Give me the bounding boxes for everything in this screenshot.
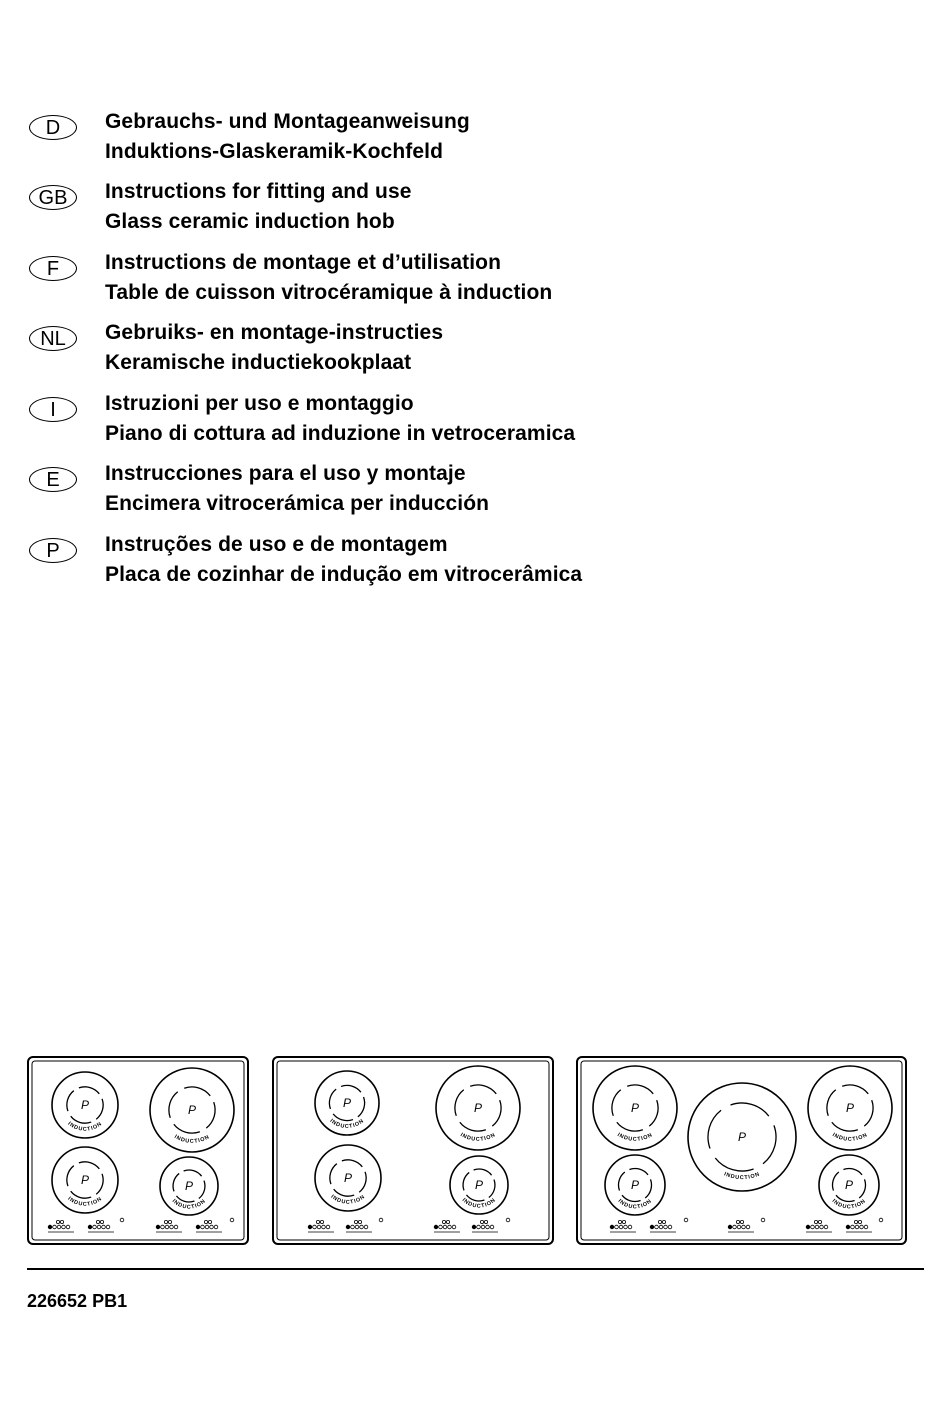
control-dot (214, 1225, 218, 1229)
control-dot (102, 1225, 106, 1229)
control-dot (106, 1225, 110, 1229)
control-dot (62, 1225, 66, 1229)
control-dot (351, 1225, 355, 1229)
control-strip (472, 1220, 498, 1232)
induction-label (617, 1198, 654, 1210)
control-dot (57, 1225, 61, 1229)
control-dot (320, 1220, 323, 1223)
control-strip (650, 1220, 676, 1232)
control-strip (728, 1220, 754, 1232)
induction-label-text: INDUCTION (328, 1118, 366, 1130)
control-dot (93, 1225, 97, 1229)
control-dot (824, 1225, 828, 1229)
control-dot (486, 1225, 490, 1229)
hob-inner-frame (32, 1061, 244, 1240)
control-strip (434, 1220, 460, 1232)
induction-label (328, 1118, 365, 1130)
pilot-light (879, 1218, 883, 1222)
hob-outer-frame (28, 1057, 248, 1244)
lang-subtitle-e: Encimera vitrocerámica per inducción (105, 492, 490, 515)
cooking-zone (52, 1147, 118, 1213)
induction-label-text: INDUCTION (460, 1197, 498, 1210)
control-dot (322, 1225, 326, 1229)
zone-power-mark: P (184, 1179, 194, 1193)
control-strip (156, 1220, 182, 1232)
control-dot (161, 1225, 165, 1229)
control-dot (56, 1220, 59, 1223)
control-strip (48, 1220, 74, 1232)
control-strip (196, 1220, 222, 1232)
lang-badge-e: E (29, 467, 77, 492)
control-dot (860, 1225, 864, 1229)
lang-subtitle-f: Table de cuisson vitrocéramique à induction (105, 281, 553, 304)
lang-subtitle-p: Placa de cozinhar de indução em vitrocerâmica (105, 563, 583, 586)
control-dot (668, 1225, 672, 1229)
control-dot (165, 1225, 169, 1229)
control-strip (806, 1220, 832, 1232)
control-dot (818, 1220, 821, 1223)
zone-power-mark: P (844, 1178, 854, 1192)
lang-title-e: Instrucciones para el uso y montaje (105, 462, 466, 485)
control-dot (740, 1220, 743, 1223)
induction-label (616, 1132, 654, 1143)
control-dot (728, 1225, 732, 1229)
zone-power-mark: P (343, 1171, 353, 1185)
zone-power-mark: P (342, 1096, 352, 1110)
control-dot (628, 1225, 632, 1229)
zone-power-mark: P (187, 1103, 197, 1117)
control-dot (452, 1225, 456, 1229)
control-dot (736, 1220, 739, 1223)
control-dot (659, 1225, 663, 1229)
control-dot (439, 1225, 443, 1229)
control-dot (624, 1225, 628, 1229)
induction-label (459, 1132, 497, 1143)
hob-outer-frame (577, 1057, 906, 1244)
control-dot (615, 1225, 619, 1229)
control-dot (490, 1225, 494, 1229)
control-dot (480, 1220, 483, 1223)
lang-badge-f: F (29, 256, 77, 281)
control-dot (355, 1225, 359, 1229)
zone-power-mark: P (630, 1101, 640, 1115)
control-dot (851, 1225, 855, 1229)
induction-label-text: INDUCTION (722, 1171, 762, 1182)
zone-power-mark: P (630, 1178, 640, 1192)
control-dot (434, 1225, 438, 1229)
control-dot (622, 1220, 625, 1223)
control-dot (484, 1220, 487, 1223)
control-dot (742, 1225, 746, 1229)
control-dot (618, 1220, 621, 1223)
lang-title-gb: Instructions for fitting and use (105, 180, 412, 203)
control-dot (811, 1225, 815, 1229)
lang-row-i (0, 392, 950, 458)
induction-label-text: INDUCTION (616, 1198, 654, 1211)
control-dot (443, 1225, 447, 1229)
lang-row-gb (0, 180, 950, 246)
lang-badge-d: D (29, 115, 77, 140)
document-code: 226652 PB1 (27, 1291, 128, 1311)
lang-badge-nl: NL (29, 326, 77, 351)
control-dot (170, 1225, 174, 1229)
control-dot (650, 1225, 654, 1229)
control-dot (346, 1225, 350, 1229)
control-dot (746, 1225, 750, 1229)
induction-label-text: INDUCTION (66, 1120, 104, 1133)
control-dot (164, 1220, 167, 1223)
control-dot (48, 1225, 52, 1229)
induction-label-text: INDUCTION (66, 1195, 104, 1208)
lang-subtitle-nl: Keramische inductiekookplaat (105, 351, 412, 374)
control-dot (858, 1220, 861, 1223)
lang-badge-i: I (29, 397, 77, 422)
control-dot (619, 1225, 623, 1229)
control-dot (864, 1225, 868, 1229)
zone-power-mark: P (737, 1130, 747, 1144)
control-dot (664, 1225, 668, 1229)
control-dot (100, 1220, 103, 1223)
pilot-light (120, 1218, 124, 1222)
control-dot (662, 1220, 665, 1223)
lang-title-d: Gebrauchs- und Montageanweisung (105, 110, 470, 133)
control-dot (655, 1225, 659, 1229)
zone-power-mark: P (80, 1173, 90, 1187)
induction-label-text: INDUCTION (170, 1198, 208, 1211)
control-dot (737, 1225, 741, 1229)
control-dot (53, 1225, 57, 1229)
control-dot (481, 1225, 485, 1229)
control-dot (97, 1225, 101, 1229)
footer-rule (27, 1268, 924, 1270)
control-dot (806, 1225, 810, 1229)
hob-outer-frame (273, 1057, 553, 1244)
control-strip (846, 1220, 872, 1232)
cooking-zone (436, 1066, 520, 1150)
control-dot (820, 1225, 824, 1229)
control-dot (210, 1225, 214, 1229)
lang-row-nl (0, 321, 950, 387)
induction-label (831, 1132, 869, 1143)
control-dot (60, 1220, 63, 1223)
hob-panel (273, 1057, 553, 1244)
cooking-zone (808, 1066, 892, 1150)
cooking-zone (605, 1155, 665, 1215)
pilot-light (506, 1218, 510, 1222)
induction-label-text: INDUCTION (459, 1132, 497, 1143)
hob-panel (28, 1057, 248, 1244)
control-dot (846, 1225, 850, 1229)
control-dot (196, 1225, 200, 1229)
lang-row-p (0, 533, 950, 599)
control-dot (854, 1220, 857, 1223)
zone-power-mark: P (474, 1178, 484, 1192)
control-dot (358, 1220, 361, 1223)
control-strip (346, 1220, 372, 1232)
lang-row-d (0, 110, 950, 176)
induction-label (723, 1171, 761, 1181)
hob-inner-frame (277, 1061, 549, 1240)
control-dot (446, 1220, 449, 1223)
lang-badge-p: P (29, 538, 77, 563)
induction-label (171, 1198, 208, 1210)
control-dot (201, 1225, 205, 1229)
control-dot (477, 1225, 481, 1229)
lang-badge-gb: GB (29, 185, 77, 210)
cooking-zone (160, 1157, 218, 1215)
control-dot (360, 1225, 364, 1229)
control-dot (733, 1225, 737, 1229)
control-dot (658, 1220, 661, 1223)
control-dot (472, 1225, 476, 1229)
control-dot (204, 1220, 207, 1223)
cooking-zone (819, 1155, 879, 1215)
cooking-zone (315, 1071, 379, 1135)
control-dot (308, 1225, 312, 1229)
cooking-zone (688, 1083, 796, 1191)
control-dot (354, 1220, 357, 1223)
hob-panel (577, 1057, 906, 1244)
lang-title-nl: Gebruiks- en montage-instructies (105, 321, 444, 344)
control-dot (448, 1225, 452, 1229)
zone-power-mark: P (845, 1101, 855, 1115)
pilot-light (230, 1218, 234, 1222)
control-dot (364, 1225, 368, 1229)
cooking-zone (315, 1145, 381, 1211)
control-dot (442, 1220, 445, 1223)
control-dot (316, 1220, 319, 1223)
lang-row-e (0, 462, 950, 528)
pilot-light (684, 1218, 688, 1222)
control-dot (96, 1220, 99, 1223)
control-dot (814, 1220, 817, 1223)
lang-title-p: Instruções de uso e de montagem (105, 533, 448, 556)
lang-row-f (0, 251, 950, 317)
cooking-zone (593, 1066, 677, 1150)
control-dot (168, 1220, 171, 1223)
pilot-light (379, 1218, 383, 1222)
control-dot (174, 1225, 178, 1229)
control-dot (326, 1225, 330, 1229)
hob-illustrations (0, 1050, 950, 1250)
control-dot (610, 1225, 614, 1229)
cooking-zone (52, 1072, 118, 1138)
lang-subtitle-i: Piano di cottura ad induzione in vetroceramica (105, 422, 576, 445)
control-dot (855, 1225, 859, 1229)
induction-label (831, 1198, 868, 1210)
induction-label-text: INDUCTION (616, 1132, 654, 1143)
zone-power-mark: P (80, 1098, 90, 1112)
lang-title-f: Instructions de montage et d’utilisation (105, 251, 502, 274)
induction-label-text: INDUCTION (830, 1198, 868, 1211)
control-dot (88, 1225, 92, 1229)
control-dot (317, 1225, 321, 1229)
lang-subtitle-d: Induktions-Glaskeramik-Kochfeld (105, 140, 444, 163)
induction-label (173, 1134, 211, 1145)
control-strip (308, 1220, 334, 1232)
control-dot (66, 1225, 70, 1229)
pilot-light (761, 1218, 765, 1222)
control-dot (205, 1225, 209, 1229)
control-dot (208, 1220, 211, 1223)
zone-power-mark: P (473, 1101, 483, 1115)
control-dot (156, 1225, 160, 1229)
cooking-zone (150, 1068, 234, 1152)
lang-subtitle-gb: Glass ceramic induction hob (105, 210, 395, 233)
cooking-zone (450, 1156, 508, 1214)
induction-label-text: INDUCTION (173, 1134, 211, 1145)
induction-label-text: INDUCTION (329, 1193, 367, 1206)
control-strip (610, 1220, 636, 1232)
control-dot (815, 1225, 819, 1229)
control-strip (88, 1220, 114, 1232)
control-dot (313, 1225, 317, 1229)
induction-label-text: INDUCTION (831, 1132, 869, 1143)
lang-title-i: Istruzioni per uso e montaggio (105, 392, 414, 415)
induction-label (461, 1197, 498, 1209)
